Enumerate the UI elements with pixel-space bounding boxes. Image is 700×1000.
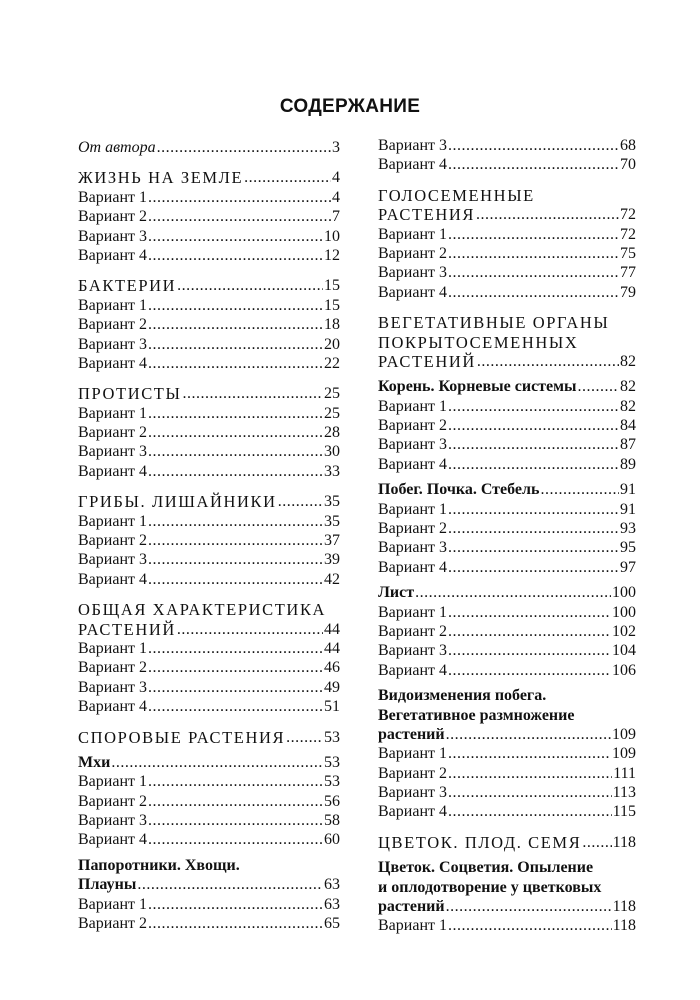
toc-entry-page: 33 <box>324 462 340 480</box>
toc-entry-page: 18 <box>324 316 340 334</box>
toc-entry-page: 39 <box>324 551 340 569</box>
toc-entry-label: Корень. Корневые системы <box>378 378 577 396</box>
leader-dots <box>148 678 323 697</box>
toc-entry-label: Вариант 4 <box>378 283 447 301</box>
leader-dots <box>448 519 619 538</box>
leader-dots <box>148 914 323 933</box>
toc-entry-page: 37 <box>324 532 340 550</box>
toc-entry-label: РАСТЕНИЙ <box>378 351 476 371</box>
toc-section-heading-line: ГОЛОСЕМЕННЫЕ <box>378 185 535 205</box>
leader-dots <box>157 138 331 157</box>
toc-entry-page: 46 <box>324 659 340 677</box>
toc-entry-label: Вариант 1 <box>378 603 447 621</box>
toc-column-left <box>78 138 340 933</box>
toc-entry-label: Вариант 3 <box>78 812 147 830</box>
toc-entry-page: 79 <box>620 283 636 301</box>
toc-variant-entry[interactable] <box>378 500 636 519</box>
leader-dots <box>286 728 323 747</box>
toc-section-heading-line: ОБЩАЯ ХАРАКТЕРИСТИКА <box>78 600 327 620</box>
toc-variant-entry[interactable] <box>378 744 636 763</box>
toc-subsection-heading-line: Вегетативное размножение <box>378 706 575 724</box>
toc-entry-page: 115 <box>612 803 636 821</box>
leader-dots <box>148 404 323 423</box>
leader-dots <box>448 783 612 802</box>
toc-entry-page: 82 <box>620 397 636 415</box>
toc-entry-page: 53 <box>324 773 340 791</box>
toc-entry-label: Вариант 3 <box>378 436 447 454</box>
toc-variant-entry[interactable] <box>378 622 636 641</box>
toc-entry-label: Вариант 2 <box>78 792 147 810</box>
leader-dots <box>448 435 619 454</box>
toc-variant-entry[interactable] <box>378 435 636 454</box>
toc-entry-label: Вариант 4 <box>78 246 147 264</box>
toc-entry-page: 10 <box>324 227 340 245</box>
toc-variant-entry[interactable] <box>378 244 636 263</box>
toc-entry-page: 4 <box>332 169 340 187</box>
toc-entry-page: 44 <box>324 639 340 657</box>
leader-dots <box>148 188 331 207</box>
toc-entry-page: 84 <box>620 417 636 435</box>
leader-dots <box>148 462 323 481</box>
toc-variant-entry[interactable] <box>378 783 636 802</box>
toc-subsection-heading[interactable] <box>378 725 636 744</box>
toc-entry-label: Вариант 4 <box>378 661 447 679</box>
toc-entry-page: 56 <box>324 792 340 810</box>
toc-variant-entry[interactable] <box>78 678 340 697</box>
leader-dots <box>448 764 612 783</box>
toc-entry-label: Вариант 3 <box>378 136 447 154</box>
toc-variant-entry[interactable] <box>78 246 340 265</box>
toc-entry-page: 25 <box>324 385 340 403</box>
toc-entry-page: 3 <box>332 138 340 156</box>
toc-entry-label: Вариант 2 <box>378 244 447 262</box>
toc-subsection-heading[interactable] <box>378 897 636 916</box>
toc-variant-entry[interactable] <box>78 658 340 677</box>
toc-entry-label: Вариант 4 <box>378 558 447 576</box>
toc-variant-entry[interactable] <box>378 641 636 660</box>
toc-variant-entry[interactable] <box>378 455 636 474</box>
leader-dots <box>148 354 323 373</box>
toc-variant-entry[interactable] <box>78 207 340 226</box>
toc-variant-entry[interactable] <box>78 404 340 423</box>
toc-variant-entry[interactable] <box>378 416 636 435</box>
toc-variant-entry[interactable] <box>378 603 636 622</box>
leader-dots <box>448 622 611 641</box>
toc-entry-page: 97 <box>620 558 636 576</box>
toc-subsection-heading-line: и оплодотворение у цветковых <box>378 878 602 896</box>
toc-variant-entry[interactable] <box>378 136 636 155</box>
toc-entry-label: Вариант 2 <box>78 915 147 933</box>
toc-entry-page: 118 <box>612 917 636 935</box>
leader-dots <box>148 550 323 569</box>
leader-dots <box>278 492 323 511</box>
leader-dots <box>448 744 611 763</box>
toc-entry-label: Вариант 1 <box>78 296 147 314</box>
leader-dots <box>137 875 323 894</box>
toc-subsection-heading[interactable] <box>78 753 340 772</box>
leader-dots <box>148 772 323 791</box>
leader-dots <box>148 512 323 531</box>
toc-variant-entry[interactable] <box>78 570 340 589</box>
toc-variant-entry[interactable] <box>78 462 340 481</box>
leader-dots <box>448 397 619 416</box>
toc-entry-page: 104 <box>612 642 636 660</box>
leader-dots <box>582 833 611 852</box>
toc-entry-label: Вариант 2 <box>78 208 147 226</box>
toc-entry-label: БАКТЕРИИ <box>78 276 177 296</box>
toc-entry-label: Вариант 2 <box>378 417 447 435</box>
toc-entry-page: 109 <box>612 725 636 743</box>
toc-variant-entry[interactable] <box>78 354 340 373</box>
toc-entry-page: 35 <box>324 493 340 511</box>
toc-entry-label: Вариант 3 <box>378 642 447 660</box>
toc-entry-label: ПРОТИСТЫ <box>78 384 182 404</box>
leader-dots <box>148 207 331 226</box>
toc-variant-entry[interactable] <box>78 914 340 933</box>
toc-entry-label: Вариант 1 <box>78 404 147 422</box>
toc-entry-page: 15 <box>324 296 340 314</box>
leader-dots <box>148 570 323 589</box>
toc-entry-page: 70 <box>620 156 636 174</box>
toc-entry-page: 22 <box>324 354 340 372</box>
toc-entry-page: 87 <box>620 436 636 454</box>
toc-entry-label: Вариант 4 <box>78 698 147 716</box>
toc-section-heading[interactable] <box>78 384 340 403</box>
toc-entry-label: Вариант 4 <box>78 570 147 588</box>
toc-variant-entry[interactable] <box>378 283 636 302</box>
toc-subsection-heading[interactable] <box>378 583 636 602</box>
leader-dots <box>540 480 619 499</box>
toc-subsection-heading[interactable] <box>378 480 636 499</box>
leader-dots <box>477 352 619 371</box>
toc-entry-label: Побег. Почка. Стебель <box>378 481 540 499</box>
toc-entry-label: Вариант 4 <box>378 455 447 473</box>
toc-entry-page: 82 <box>620 352 636 370</box>
toc-variant-entry[interactable] <box>78 315 340 334</box>
toc-entry-page: 100 <box>612 603 636 621</box>
toc-entry-label: Мхи <box>78 753 111 771</box>
toc-entry-page: 28 <box>324 424 340 442</box>
toc-variant-entry[interactable] <box>78 296 340 315</box>
toc-column-right <box>378 136 636 936</box>
toc-variant-entry[interactable] <box>78 811 340 830</box>
toc-variant-entry[interactable] <box>378 155 636 174</box>
leader-dots <box>182 384 323 403</box>
toc-variant-entry[interactable] <box>378 263 636 282</box>
toc-entry-page: 35 <box>324 512 340 530</box>
toc-variant-entry[interactable] <box>78 188 340 207</box>
toc-entry-label: ЖИЗНЬ НА ЗЕМЛЕ <box>78 168 244 188</box>
toc-variant-entry[interactable] <box>78 512 340 531</box>
leader-dots <box>148 830 323 849</box>
toc-entry-page: 102 <box>612 622 636 640</box>
toc-variant-entry[interactable] <box>378 397 636 416</box>
toc-section-heading[interactable] <box>78 620 340 639</box>
toc-entry-page: 51 <box>324 698 340 716</box>
leader-dots <box>448 136 619 155</box>
toc-entry-label: Вариант 1 <box>78 188 147 206</box>
leader-dots <box>448 661 611 680</box>
toc-entry-page: 63 <box>324 876 340 894</box>
leader-dots <box>148 895 323 914</box>
leader-dots <box>448 263 619 282</box>
leader-dots <box>448 155 619 174</box>
leader-dots <box>448 455 619 474</box>
leader-dots <box>111 753 323 772</box>
toc-entry-label: Вариант 4 <box>378 803 447 821</box>
toc-section-heading[interactable] <box>78 276 340 295</box>
toc-variant-entry[interactable] <box>378 916 636 935</box>
toc-variant-entry[interactable] <box>378 803 636 822</box>
toc-variant-entry[interactable] <box>378 538 636 557</box>
leader-dots <box>148 296 323 315</box>
toc-variant-entry[interactable] <box>78 335 340 354</box>
toc-entry-label: Вариант 4 <box>78 462 147 480</box>
toc-entry-page: 95 <box>620 539 636 557</box>
toc-entry-page: 109 <box>612 745 636 763</box>
toc-entry-label: Вариант 2 <box>78 424 147 442</box>
toc-variant-entry[interactable] <box>78 550 340 569</box>
toc-entry-label: Вариант 1 <box>378 745 447 763</box>
toc-section-heading[interactable] <box>378 352 636 371</box>
toc-entry-label: От автора <box>78 138 156 156</box>
toc-entry-page: 91 <box>620 481 636 499</box>
toc-section-heading-line: ПОКРЫТОСЕМЕННЫХ <box>378 332 579 352</box>
toc-variant-entry[interactable] <box>378 661 636 680</box>
page-title: СОДЕРЖАНИЕ <box>279 96 421 117</box>
toc-entry-page: 30 <box>324 443 340 461</box>
leader-dots <box>148 531 323 550</box>
leader-dots <box>415 583 611 602</box>
toc-variant-entry[interactable] <box>78 772 340 791</box>
toc-entry-label: Вариант 1 <box>78 512 147 530</box>
toc-entry-label: Вариант 4 <box>78 354 147 372</box>
leader-dots <box>148 639 323 658</box>
toc-entry-page: 42 <box>324 570 340 588</box>
toc-entry-page: 53 <box>324 753 340 771</box>
toc-variant-entry[interactable] <box>78 831 340 850</box>
toc-entry-page: 118 <box>612 898 636 916</box>
toc-entry-label: Вариант 2 <box>78 316 147 334</box>
leader-dots <box>148 811 323 830</box>
toc-entry-page: 82 <box>620 378 636 396</box>
toc-section-heading[interactable] <box>378 205 636 224</box>
toc-entry-page: 93 <box>620 520 636 538</box>
toc-entry-label: растений <box>378 898 445 916</box>
toc-entry-label: ЦВЕТОК. ПЛОД. СЕМЯ <box>378 832 582 852</box>
toc-entry-label: РАСТЕНИЙ <box>78 619 176 639</box>
toc-subsection-heading[interactable] <box>78 875 340 894</box>
leader-dots <box>448 558 619 577</box>
leader-dots <box>148 658 323 677</box>
leader-dots <box>448 500 619 519</box>
leader-dots <box>448 244 619 263</box>
toc-entry-page: 72 <box>620 206 636 224</box>
toc-entry-page: 77 <box>620 264 636 282</box>
toc-entry-label: Вариант 3 <box>78 678 147 696</box>
toc-entry-page: 63 <box>324 895 340 913</box>
toc-entry-page: 58 <box>324 812 340 830</box>
leader-dots <box>446 897 612 916</box>
leader-dots <box>448 603 611 622</box>
toc-entry-page: 118 <box>612 833 636 851</box>
toc-entry-label: Вариант 2 <box>378 622 447 640</box>
toc-entry-label: Вариант 1 <box>378 500 447 518</box>
toc-subsection-heading-line: Папоротники. Хвощи. <box>78 856 240 874</box>
leader-dots <box>177 276 323 295</box>
leader-dots <box>448 641 611 660</box>
leader-dots <box>148 423 323 442</box>
toc-entry-label: Вариант 3 <box>78 443 147 461</box>
toc-entry-label: СПОРОВЫЕ РАСТЕНИЯ <box>78 727 286 747</box>
toc-entry-label: Вариант 1 <box>78 639 147 657</box>
toc-entry-page: 49 <box>324 678 340 696</box>
leader-dots <box>448 538 619 557</box>
leader-dots <box>148 792 323 811</box>
toc-entry-page: 53 <box>324 728 340 746</box>
leader-dots <box>177 620 323 639</box>
toc-entry-label: Вариант 3 <box>378 784 447 802</box>
toc-entry-page: 65 <box>324 915 340 933</box>
toc-subsection-heading-line: Видоизменения побега. <box>378 687 547 705</box>
toc-variant-entry[interactable] <box>378 225 636 244</box>
toc-entry-label: растений <box>378 725 445 743</box>
toc-section-heading[interactable] <box>78 728 340 747</box>
toc-entry-page: 100 <box>612 584 636 602</box>
toc-variant-entry[interactable] <box>78 792 340 811</box>
toc-entry-page: 25 <box>324 404 340 422</box>
leader-dots <box>148 697 323 716</box>
toc-entry-page: 7 <box>332 208 340 226</box>
toc-entry-page: 15 <box>324 277 340 295</box>
toc-variant-entry[interactable] <box>78 697 340 716</box>
toc-entry-page: 113 <box>612 784 636 802</box>
toc-section-heading[interactable] <box>78 168 340 187</box>
toc-entry-page: 75 <box>620 244 636 262</box>
leader-dots <box>476 205 619 224</box>
leader-dots <box>448 416 619 435</box>
toc-entry[interactable] <box>78 138 340 157</box>
toc-entry-label: Вариант 2 <box>78 659 147 677</box>
toc-variant-entry[interactable] <box>78 227 340 246</box>
toc-variant-entry[interactable] <box>378 519 636 538</box>
toc-entry-label: Вариант 2 <box>78 532 147 550</box>
toc-variant-entry[interactable] <box>378 764 636 783</box>
toc-entry-page: 68 <box>620 136 636 154</box>
toc-entry-page: 106 <box>612 661 636 679</box>
toc-entry-label: Вариант 1 <box>78 895 147 913</box>
toc-section-heading-line: ВЕГЕТАТИВНЫЕ ОРГАНЫ <box>378 313 610 333</box>
toc-entry-page: 72 <box>620 225 636 243</box>
toc-entry-label: Вариант 2 <box>378 520 447 538</box>
leader-dots <box>448 802 612 821</box>
toc-entry-page: 4 <box>332 188 340 206</box>
toc-entry-page: 89 <box>620 455 636 473</box>
toc-variant-entry[interactable] <box>78 442 340 461</box>
toc-entry-page: 12 <box>324 246 340 264</box>
toc-entry-label: Вариант 2 <box>378 764 447 782</box>
toc-subsection-heading-line: Цветок. Соцветия. Опыление <box>378 859 594 877</box>
leader-dots <box>448 916 612 935</box>
toc-entry-label: Вариант 3 <box>378 264 447 282</box>
toc-entry-page: 20 <box>324 335 340 353</box>
toc-entry-label: Вариант 3 <box>78 551 147 569</box>
leader-dots <box>148 246 323 265</box>
toc-entry-page: 111 <box>613 764 636 782</box>
toc-entry-label: РАСТЕНИЯ <box>378 205 475 225</box>
leader-dots <box>446 725 611 744</box>
toc-entry-label: Вариант 3 <box>78 335 147 353</box>
toc-subsection-heading[interactable] <box>378 377 636 396</box>
leader-dots <box>148 335 323 354</box>
toc-variant-entry[interactable] <box>78 895 340 914</box>
toc-entry-label: Вариант 1 <box>378 917 447 935</box>
toc-section-heading[interactable] <box>378 833 636 852</box>
toc-entry-label: Вариант 1 <box>78 773 147 791</box>
toc-entry-label: Вариант 1 <box>378 397 447 415</box>
toc-variant-entry[interactable] <box>78 531 340 550</box>
toc-entry-label: ГРИБЫ. ЛИШАЙНИКИ <box>78 492 277 512</box>
leader-dots <box>448 283 619 302</box>
leader-dots <box>148 227 323 246</box>
leader-dots <box>448 225 619 244</box>
leader-dots <box>148 442 323 461</box>
toc-entry-page: 60 <box>324 831 340 849</box>
leader-dots <box>244 168 331 187</box>
toc-section-heading[interactable] <box>78 492 340 511</box>
toc-entry-label: Вариант 3 <box>78 227 147 245</box>
toc-variant-entry[interactable] <box>378 558 636 577</box>
leader-dots <box>148 315 323 334</box>
toc-entry-label: Вариант 4 <box>78 831 147 849</box>
toc-entry-label: Лист <box>378 584 415 602</box>
leader-dots <box>578 377 619 396</box>
toc-variant-entry[interactable] <box>78 639 340 658</box>
toc-variant-entry[interactable] <box>78 423 340 442</box>
toc-entry-label: Плауны <box>78 876 137 894</box>
toc-entry-label: Вариант 1 <box>378 225 447 243</box>
toc-entry-page: 44 <box>324 620 340 638</box>
toc-entry-label: Вариант 3 <box>378 539 447 557</box>
toc-entry-label: Вариант 4 <box>378 156 447 174</box>
toc-entry-page: 91 <box>620 500 636 518</box>
